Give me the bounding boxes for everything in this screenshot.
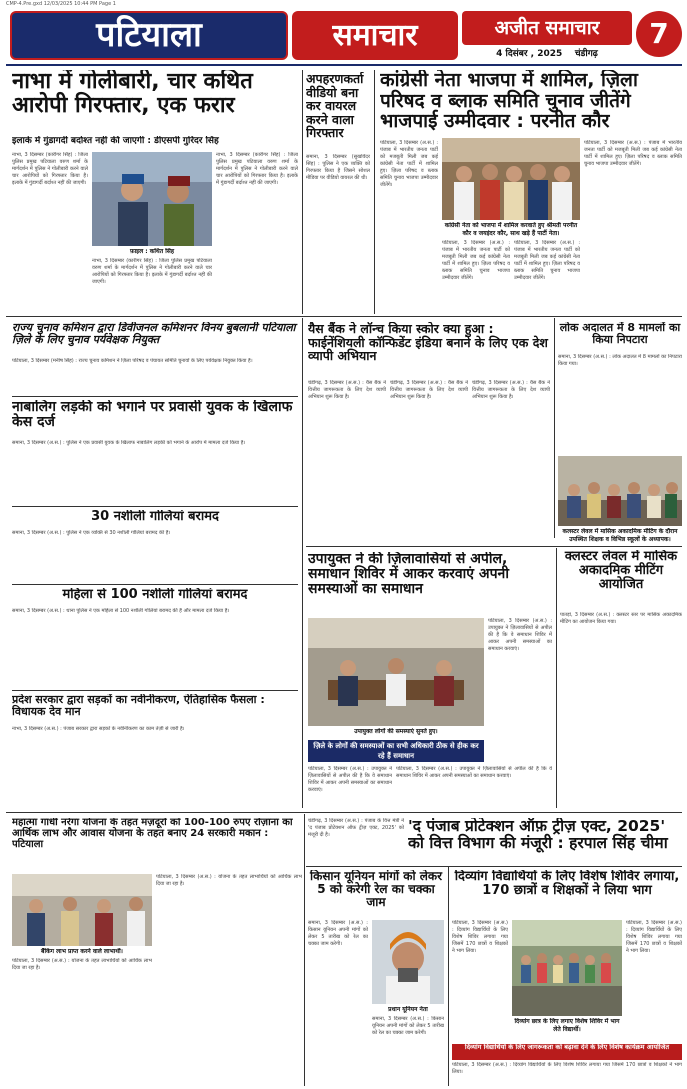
story15-body-a: समाना, 3 दिसम्बर (अ.स.) : किसान यूनियन अपनी मांगों को लेकर 5 तारीख को रेल का चक्का जाम करेगी। — [308, 920, 368, 947]
story12-body-b: पटियाला, 3 दिसम्बर (अ.स.) : उपायुक्त ने ज़िलावासियों से अपील की है कि वे समाधान शिविर में आकर अपनी समस्याओं का समाधान करवाएं। — [308, 766, 392, 793]
dateline — [462, 47, 632, 61]
print-slug: CMP-4.Pre.gxd 12/03/2025 10:44 PM Page 1 — [6, 1, 116, 7]
story16-body-b: पटियाला, 3 दिसम्बर (अ.स.) : दिव्यांग विद्यार्थियों के लिए विशेष शिविर लगाया गया जिसमें 170 छात्रों व शिक्षकों ने भाग लिया। — [626, 920, 682, 954]
row-rule — [306, 546, 682, 547]
story7-body: समाना, 3 दिसम्बर (अ.स.) : थाना पुलिस ने एक महिला से 100 नशीली गोलियां बरामद की हैं और मामला दर्ज किया है। — [12, 608, 230, 614]
story5-headline: नाबालिग लड़की को भगाने पर प्रवासी युवक के खिलाफ केस दर्ज — [12, 400, 293, 431]
story9-headline: यैस बैंक ने लॉन्च किया स्कोर क्या हुआ : फाईनेंशियली कॉन्फिडेंट इंडिया बनाने के लिए एक देश व्यापी अभियान — [308, 322, 548, 363]
story7-headline: महिला से 100 नशीली गोलियां बरामद — [62, 588, 248, 602]
story3-headline: कांग्रेसी नेता भाजपा में शामिल, ज़िला परिषद व ब्लाक समिति चुनाव जीतेंगे भाजपाई उम्मीदवार : परनीत कौर — [380, 70, 638, 133]
story16-body-c: पटियाला, 3 दिसम्बर (अ.स.) : दिव्यांग विद्यार्थियों के लिए विशेष शिविर लगाया गया जिसमें 170 छात्रों व शिक्षकों ने भाग लिया। — [452, 1062, 682, 1075]
story8-body: नाभा, 3 दिसम्बर (अ.स.) : पंजाब सरकार द्वारा सड़कों के नवीनीकरण का काम तेज़ी से जारी है। — [12, 726, 185, 732]
city-nameplate: पटियाला — [10, 11, 288, 60]
brand-logo: अजीत समाचार — [462, 11, 632, 45]
story16-headline: दिव्यांग विद्यार्थियों के लिए विशेष शिविर लगाया, 170 छात्रों व शिक्षकों ने लिया भाग — [454, 870, 680, 899]
story10-headline: लोक अदालत में 8 मामलों का किया निपटारा — [559, 322, 681, 346]
column-rule — [374, 70, 375, 314]
story12-body-c: पटियाला, 3 दिसम्बर (अ.स.) : उपायुक्त ने ज़िलावासियों से अपील की है कि वे समाधान शिविर में आकर अपनी समस्याओं का समाधान करवाएं। — [396, 766, 552, 779]
section-nameplate: समाचार — [292, 11, 458, 60]
story1-headline: नाभा में गोलीबारी, चार कथित आरोपी गिरफ्तार, एक फरार — [12, 70, 253, 118]
row-rule — [306, 866, 682, 867]
story14-headline: महात्मा गांधी नरेगा योजना के तहत मज़दूरों को 100-100 रुपए रोज़ाना का आर्थिक लाभ और आवास योजना के तहत बनाए 24 सरकारी मकान : पटियाला — [12, 818, 293, 850]
story1-subhead: इलाके में गुंडागर्दी बर्दाश्त नहीं की जाएगी : डीएसपी गुरिंदर सिंह — [12, 136, 219, 146]
story15-photo — [372, 920, 444, 1004]
story12-body-a: पटियाला, 3 दिसम्बर (अ.स.) : उपायुक्त ने ज़िलावासियों से अपील की है कि वे समाधान शिविर में आकर अपनी समस्याओं का समाधान करवाएं। — [488, 618, 552, 652]
story13-body-a: चंडीगढ़, 3 दिसम्बर (अ.स.) : पंजाब के वित्त मंत्री ने 'द पंजाब प्रोटेक्शन ऑफ़ ट्रीज़ एक्ट, 2025' को मंजूरी दी है। — [308, 818, 404, 838]
story11-photo-caption: कलस्टर लेवल में मासिक अकादमिक मीटिंग के दौरान उपस्थित शिक्षक व विभिन्न स्कूलों के अध्यापक। — [562, 528, 678, 543]
story10-body: समाना, 3 दिसम्बर (अ.स.) : लोक अदालत में 8 मामलों का निपटारा किया गया। — [558, 354, 682, 367]
story15-photo-caption: प्रधान यूनियन नेता — [388, 1006, 428, 1013]
story9-body-a: चंडीगढ़, 3 दिसम्बर (अ.स.) : यैस बैंक ने वित्तीय जागरूकता के लिए देश व्यापी अभियान शुरू किया है। — [308, 380, 386, 400]
story3-body-a: पटियाला, 3 दिसम्बर (अ.स.) : पंजाब में भारतीय जनता पार्टी को मजबूती मिली जब कई कांग्रेसी नेता पार्टी में शामिल हुए। ज़िला परिषद व ब्लाक समिति चुनाव भाजपा उम्मीदवार जीतेंगे। — [380, 140, 438, 188]
story12-photo — [308, 618, 484, 726]
story8-headline: प्रदेश सरकार द्वारा सड़कों का नवीनीकरण, ऐतिहासिक फैसला : विधायक देव मान — [12, 694, 265, 718]
story16-photo — [512, 920, 622, 1016]
date-text: 4 दिसंबर , 2025 — [496, 49, 563, 59]
story14-body-a: पटियाला, 3 दिसम्बर (अ.स.) : योजना के तहत लाभार्थियों को आर्थिक लाभ दिया जा रहा है। — [12, 958, 152, 971]
page-number-badge: 7 — [636, 11, 682, 57]
story16-photo-caption: दिव्यांग छात्र के लिए लगाए विशेष शिविर में भाग लेते विद्यार्थी। — [514, 1018, 620, 1033]
story12-headline: उपायुक्त ने की ज़िलावासियों से अपील, समाधान शिविर में आकर करवाएं अपनी समस्याओं का समाधान — [308, 552, 509, 598]
column-rule — [556, 548, 557, 808]
story5-body: समाना, 3 दिसम्बर (अ.स.) : पुलिस ने एक प्रवासी युवक के खिलाफ नाबालिग लड़की को भगाने के आरोप में मामला दर्ज किया है। — [12, 440, 246, 446]
story3-body-d: पटियाला, 3 दिसम्बर (अ.स.) : पंजाब में भारतीय जनता पार्टी को मजबूती मिली जब कई कांग्रेसी नेता पार्टी में शामिल हुए। ज़िला परिषद व ब्लाक समिति चुनाव भाजपा उम्मीदवार जीतेंगे। — [584, 140, 682, 167]
story1-body-a: नाभा, 3 दिसम्बर (कारीगर सिंह) : जिला पुलिस प्रमुख पटियाला वरुण शर्मा के मार्गदर्शन में पुलिस ने गोलीबारी करने वाले चार आरोपियों को गिरफ्तार किया है। इलाके में गुंडागर्दी बर्दाश्त नहीं की जाएगी। — [12, 152, 88, 186]
story4-body: पटियाला, 3 दिसम्बर (मनीष सिंह) : राज्य चुनाव कमिशन ने ज़िला परिषद व पंचायत समिति चुनावों के लिए पर्यवेक्षक नियुक्त किया है। — [12, 358, 253, 364]
story9-body-b: चंडीगढ़, 3 दिसम्बर (अ.स.) : यैस बैंक ने वित्तीय जागरूकता के लिए देश व्यापी अभियान शुरू किया है। — [390, 380, 468, 400]
story11-body: पातड़ां, 3 दिसम्बर (अ.स.) : क्लस्टर स्तर पर मासिक अकादमिक मीटिंग का आयोजन किया गया। — [560, 612, 682, 625]
story16-inset-box: दिव्यांग विद्यार्थियों के लिए जागरूकता को बढ़ावा देने के लिए विशेष कार्यक्रम आयोजित — [452, 1044, 682, 1060]
row-rule — [12, 396, 298, 397]
story4-headline: राज्य चुनाव कमिशन द्वारा डिवीजनल कमिशनर विनय बुबलानी पटियाला ज़िले के लिए चुनाव पर्यवेक्षक नियुक्त — [12, 322, 296, 346]
story3-photo — [442, 138, 580, 220]
story2-headline: अपहरणकर्ता वीडियो बना कर वायरल करने वाला गिरफ्तार — [306, 72, 364, 140]
story3-photo-caption: कांग्रेसी नेता को भाजपा में शामिल करवाते हुए श्रीमती परनीत कौर व जयइंदर कौर, साथ खड़े हैं पार्टी नेता। — [444, 222, 578, 237]
story1-photo — [92, 152, 212, 246]
row-rule — [6, 316, 682, 317]
story6-body: समाना, 3 दिसम्बर (अ.स.) : पुलिस ने एक व्यक्ति से 30 नशीली गोलियां बरामद की हैं। — [12, 530, 171, 536]
story3-body-b: पटियाला, 3 दिसम्बर (अ.स.) : पंजाब में भारतीय जनता पार्टी को मजबूती मिली जब कई कांग्रेसी नेता पार्टी में शामिल हुए। ज़िला परिषद व ब्लाक समिति चुनाव भाजपा उम्मीदवार जीतेंगे। — [442, 240, 510, 281]
row-rule — [12, 506, 298, 507]
story11-headline: क्लस्टर लेवल में मासिक अकादमिक मीटिंग आयोजित — [564, 550, 678, 593]
story16-body-a: पटियाला, 3 दिसम्बर (अ.स.) : दिव्यांग विद्यार्थियों के लिए विशेष शिविर लगाया गया जिसमें 170 छात्रों व शिक्षकों ने भाग लिया। — [452, 920, 508, 954]
story12-inset-box: ज़िले के लोगों की समस्याओं का सभी अधिकारी ठीक से हीक कर रहे हैं समाधान — [308, 740, 484, 762]
story14-photo — [12, 874, 152, 946]
story6-headline: 30 नशीली गोलियां बरामद — [91, 510, 219, 524]
column-rule — [448, 866, 449, 1086]
story1-photo-caption: फ़ाइल : कथित सिंह — [129, 248, 175, 255]
column-rule — [304, 814, 305, 1086]
masthead-rule — [6, 64, 682, 66]
story12-photo-caption: उपायुक्त लोगों की समस्याएं सुनते हुए। — [354, 728, 438, 735]
story11-photo — [558, 456, 682, 526]
story15-body-b: समाना, 3 दिसम्बर (अ.स.) : किसान यूनियन अपनी मांगों को लेकर 5 तारीख को रेल का चक्का जाम करेगी। — [372, 1016, 444, 1036]
story13-headline: 'द पंजाब प्रोटेक्शन ऑफ़ ट्रीज़ एक्ट, 2025' को वित्त विभाग की मंजूरी : हरपाल सिंह चीमा — [408, 818, 668, 852]
row-rule — [12, 690, 298, 691]
row-rule — [6, 812, 682, 813]
story9-body-c: चंडीगढ़, 3 दिसम्बर (अ.स.) : यैस बैंक ने वित्तीय जागरूकता के लिए देश व्यापी अभियान शुरू किया है। — [472, 380, 550, 400]
story14-photo-caption: बैंकिंग लाभ प्राप्त करने वाले लाभार्थी। — [41, 948, 123, 955]
story2-body: समाना, 3 दिसम्बर (सुखविंदर सिंह) : पुलिस ने एक व्यक्ति को गिरफ्तार किया है जिसने सोशल मीडिया पर वीडियो वायरल की थी। — [306, 154, 370, 181]
story15-headline: किसान यूनियन मांगों को लेकर 5 को करेगी रेल का चक्का जाम — [310, 870, 442, 909]
story1-body-b: नाभा, 3 दिसम्बर (कारीगर सिंह) : जिला पुलिस प्रमुख पटियाला वरुण शर्मा के मार्गदर्शन में पुलिस ने गोलीबारी करने वाले चार आरोपियों को गिरफ्तार किया है। इलाके में गुंडागर्दी बर्दाश्त नहीं की जाएगी। — [216, 152, 298, 186]
column-rule — [302, 318, 303, 808]
story1-body-c: नाभा, 3 दिसम्बर (कारीगर सिंह) : जिला पुलिस प्रमुख पटियाला वरुण शर्मा के मार्गदर्शन में पुलिस ने गोलीबारी करने वाले चार आरोपियों को गिरफ्तार किया है। इलाके में गुंडागर्दी बर्दाश्त नहीं की जाएगी। — [92, 258, 212, 285]
story3-body-c: पटियाला, 3 दिसम्बर (अ.स.) : पंजाब में भारतीय जनता पार्टी को मजबूती मिली जब कई कांग्रेसी नेता पार्टी में शामिल हुए। ज़िला परिषद व ब्लाक समिति चुनाव भाजपा उम्मीदवार जीतेंगे। — [514, 240, 580, 281]
column-rule — [554, 318, 555, 538]
column-rule — [302, 70, 303, 314]
row-rule — [12, 584, 298, 585]
city-text: चंडीगढ़ — [574, 49, 598, 59]
story14-body-b: पटियाला, 3 दिसम्बर (अ.स.) : योजना के तहत लाभार्थियों को आर्थिक लाभ दिया जा रहा है। — [156, 874, 302, 887]
